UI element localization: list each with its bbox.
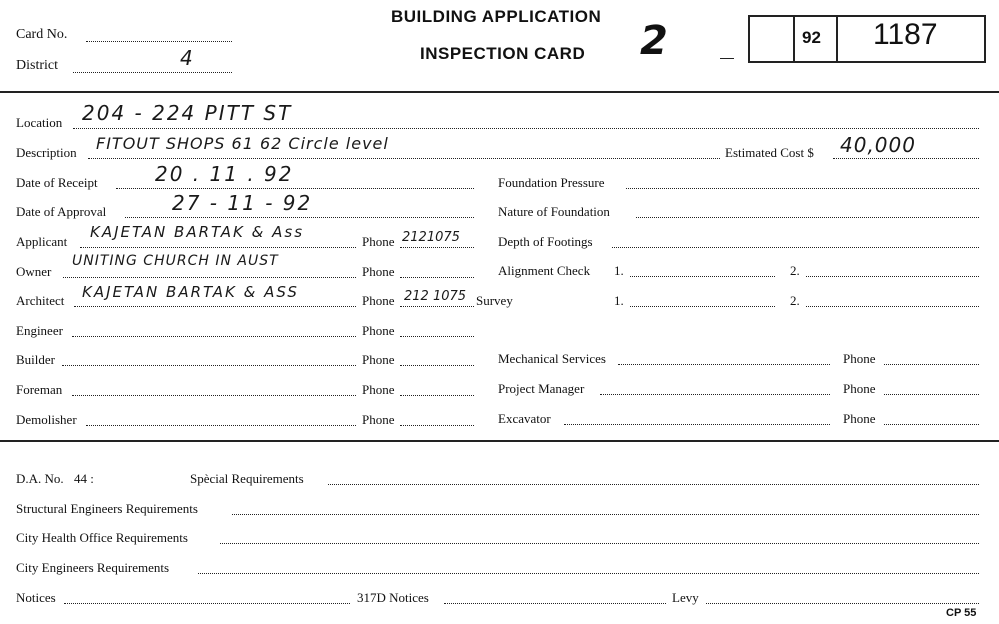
engineer-line <box>72 336 356 337</box>
mechanical-phone-label: Phone <box>843 351 876 366</box>
location-line <box>73 128 979 129</box>
estimated-cost-value: 40,000 <box>840 133 916 157</box>
applicant-value: KAJETAN BARTAK & Ass <box>90 223 305 241</box>
date-approval-label: Date of Approval <box>16 204 107 219</box>
levy-line <box>706 603 979 604</box>
excavator-phone-label: Phone <box>843 411 876 426</box>
location-label: Location <box>16 115 63 130</box>
notices-317d-label: 317D Notices <box>357 590 429 605</box>
da-label: D.A. No. <box>16 471 64 486</box>
box-divider-2 <box>836 15 838 61</box>
builder-label: Builder <box>16 352 55 367</box>
survey-label: Survey <box>476 293 513 308</box>
builder-phone-line <box>400 365 474 366</box>
alignment-num-2: 2. <box>790 263 800 278</box>
project-manager-phone-label: Phone <box>843 381 876 396</box>
nature-foundation-line <box>636 217 979 218</box>
date-approval-line <box>125 217 474 218</box>
special-requirements-label: Spècial Requirements <box>190 471 304 486</box>
foundation-pressure-line <box>626 188 979 189</box>
estimated-cost-label: Estimated Cost $ <box>725 145 814 160</box>
foreman-phone-label: Phone <box>362 382 395 397</box>
demolisher-label: Demolisher <box>16 412 77 427</box>
depth-footings-label: Depth of Footings <box>498 234 593 249</box>
survey-line-2 <box>806 306 979 307</box>
description-label: Description <box>16 145 77 160</box>
alignment-num-1: 1. <box>614 263 624 278</box>
applicant-phone-line <box>400 247 474 248</box>
title-line-2: INSPECTION CARD <box>420 44 586 63</box>
engineer-phone-label: Phone <box>362 323 395 338</box>
survey-num-2: 2. <box>790 293 800 308</box>
da-value: 44 : <box>74 471 94 486</box>
architect-value: KAJETAN BARTAK & ASS <box>82 283 299 301</box>
foundation-pressure-label: Foundation Pressure <box>498 175 605 190</box>
district-label: District <box>16 58 58 73</box>
project-manager-phone-line <box>884 394 979 395</box>
engineer-label: Engineer <box>16 323 63 338</box>
excavator-phone-line <box>884 424 979 425</box>
levy-label: Levy <box>672 590 699 605</box>
district-value: 4 <box>180 46 195 70</box>
alignment-check-label: Alignment Check <box>498 263 591 278</box>
date-approval-value: 27 - 11 - 92 <box>172 191 313 215</box>
engineer-phone-line <box>400 336 474 337</box>
card-mark: 2 <box>640 18 668 64</box>
location-value: 204 - 224 PITT ST <box>82 101 293 125</box>
demolisher-phone-line <box>400 425 474 426</box>
depth-footings-line <box>612 247 979 248</box>
district-line <box>73 72 232 73</box>
foreman-line <box>72 395 356 396</box>
description-line <box>88 158 720 159</box>
project-manager-label: Project Manager <box>498 381 585 396</box>
demolisher-phone-label: Phone <box>362 412 395 427</box>
architect-line <box>74 306 356 307</box>
dash-mark <box>720 58 734 59</box>
card-no-line <box>86 41 232 42</box>
date-receipt-value: 20 . 11 . 92 <box>155 162 294 186</box>
notices-line <box>64 603 350 604</box>
structural-requirements-label: Structural Engineers Requirements <box>16 501 198 516</box>
notices-label: Notices <box>16 590 56 605</box>
architect-phone-line <box>400 306 474 307</box>
box-divider-1 <box>793 15 795 61</box>
number-value: 1187 <box>873 18 938 51</box>
date-receipt-line <box>116 188 474 189</box>
top-rule <box>0 91 999 93</box>
health-requirements-label: City Health Office Requirements <box>16 530 188 545</box>
excavator-label: Excavator <box>498 411 551 426</box>
mechanical-label: Mechanical Services <box>498 351 606 366</box>
description-value: FITOUT SHOPS 61 62 Circle level <box>96 134 389 153</box>
excavator-line <box>564 424 830 425</box>
special-requirements-line <box>328 484 979 485</box>
alignment-line-1 <box>630 276 775 277</box>
owner-line <box>63 277 356 278</box>
foreman-label: Foreman <box>16 382 63 397</box>
owner-value: UNITING CHURCH IN AUST <box>72 253 279 269</box>
foreman-phone-line <box>400 395 474 396</box>
date-receipt-label: Date of Receipt <box>16 175 98 190</box>
builder-phone-label: Phone <box>362 352 395 367</box>
owner-label: Owner <box>16 264 52 279</box>
mechanical-phone-line <box>884 364 979 365</box>
health-requirements-line <box>220 543 979 544</box>
applicant-phone-value: 2121075 <box>402 230 460 245</box>
owner-phone-label: Phone <box>362 264 395 279</box>
structural-requirements-line <box>232 514 979 515</box>
demolisher-line <box>86 425 356 426</box>
alignment-line-2 <box>806 276 979 277</box>
applicant-label: Applicant <box>16 234 68 249</box>
architect-phone-label: Phone <box>362 293 395 308</box>
card-number-box <box>748 15 986 63</box>
applicant-phone-label: Phone <box>362 234 395 249</box>
city-engineers-label: City Engineers Requirements <box>16 560 170 575</box>
middle-rule <box>0 440 999 442</box>
project-manager-line <box>600 394 830 395</box>
title-line-1: BUILDING APPLICATION <box>391 7 602 26</box>
architect-label: Architect <box>16 293 65 308</box>
survey-num-1: 1. <box>614 293 624 308</box>
city-engineers-line <box>198 573 979 574</box>
notices-317d-line <box>444 603 666 604</box>
estimated-cost-line <box>833 158 979 159</box>
year-value: 92 <box>802 28 821 47</box>
owner-phone-line <box>400 277 474 278</box>
applicant-line <box>80 247 356 248</box>
card-no-label: Card No. <box>16 27 68 42</box>
builder-line <box>62 365 356 366</box>
mechanical-line <box>618 364 830 365</box>
survey-line-1 <box>630 306 775 307</box>
form-code: CP 55 <box>946 607 977 619</box>
nature-foundation-label: Nature of Foundation <box>498 204 610 219</box>
architect-phone-value: 212 1075 <box>404 289 467 304</box>
